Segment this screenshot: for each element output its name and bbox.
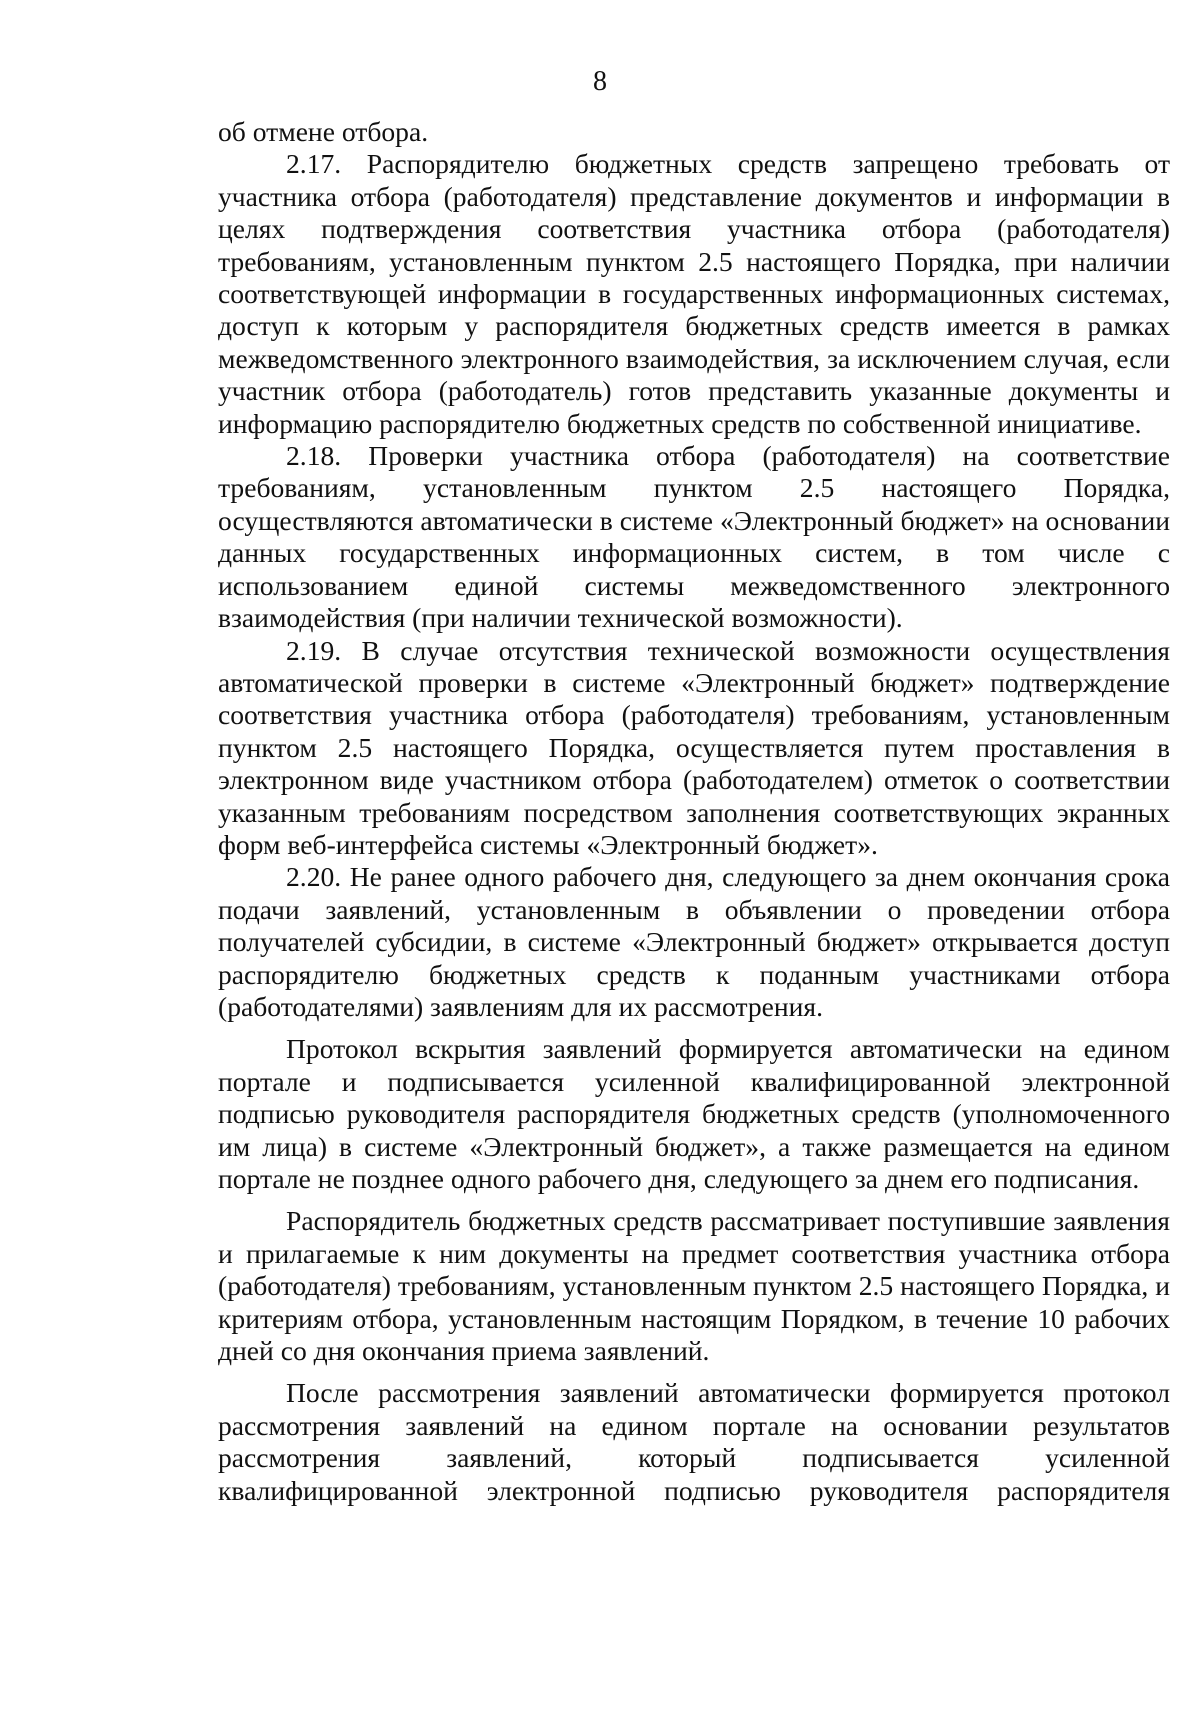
paragraph-2-17: 2.17. Распорядителю бюджетных средств запрещено требовать от участника отбора (работодателя) представление документов и информации в целях подтверждения соответствия участника отбора (работодателя) требованиям, установленным пунктом 2.5 настоящего Порядка, при наличии соответствующей информации в государственных информационных системах, доступ к которым у распорядителя бюджетных средств имеется в рамках межведомственного электронного взаимодействия, за исключением случая, если участник отбора (работодатель) готов представить указанные документы и информацию распорядителю бюджетных средств по собственной инициативе. — [218, 148, 1170, 439]
paragraph-review: Распорядитель бюджетных средств рассматривает поступившие заявления и прилагаемые к ним документы на предмет соответствия участника отбора (работодателя) требованиям, установленным пунктом 2.5 настоящего Порядка, и критериям отбора, установленным настоящим Порядком, в течение 10 рабочих дней со дня окончания приема заявлений. — [218, 1205, 1170, 1367]
paragraph-review-protocol: После рассмотрения заявлений автоматически формируется протокол рассмотрения заявлений на едином портале на основании результатов рассмотрения заявлений, который подписывается усиленной квалифицированной электронной подписью руководителя распорядителя — [218, 1377, 1170, 1506]
paragraph-continuation: об отмене отбора. — [218, 116, 429, 147]
document-body — [218, 116, 1170, 1507]
paragraph-opening-protocol: Протокол вскрытия заявлений формируется автоматически на едином портале и подписывается усиленной квалифицированной электронной подписью руководителя распорядителя бюджетных средств (уполномоченного им лица) в системе «Электронный бюджет», а также размещается на едином портале не позднее одного рабочего дня, следующего за днем его подписания. — [218, 1033, 1170, 1194]
paragraph-2-19: 2.19. В случае отсутствия технической возможности осуществления автоматической проверки в системе «Электронный бюджет» подтверждение соответствия участника отбора (работодателя) требованиям, установленным пунктом 2.5 настоящего Порядка, осуществляется путем проставления в электронном виде участником отбора (работодателем) отметок о соответствии указанным требованиям посредством заполнения соответствующих экранных форм веб-интерфейса системы «Электронный бюджет». — [218, 634, 1170, 860]
page-number: 8 — [593, 66, 607, 97]
paragraph-2-20: 2.20. Не ранее одного рабочего дня, следующего за днем окончания срока подачи заявлений, установленным в объявлении о проведении отбора получателей субсидии, в системе «Электронный бюджет» открывается доступ распорядителю бюджетных средств к поданным участниками отбора (работодателями) заявлениям для их рассмотрения. — [218, 861, 1170, 1022]
paragraph-2-18: 2.18. Проверки участника отбора (работодателя) на соответствие требованиям, установленным пунктом 2.5 настоящего Порядка, осуществляются автоматически в системе «Электронный бюджет» на основании данных государственных информационных систем, в том числе с использованием единой системы межведомственного электронного взаимодействия (при наличии технической возможности). — [218, 440, 1170, 634]
